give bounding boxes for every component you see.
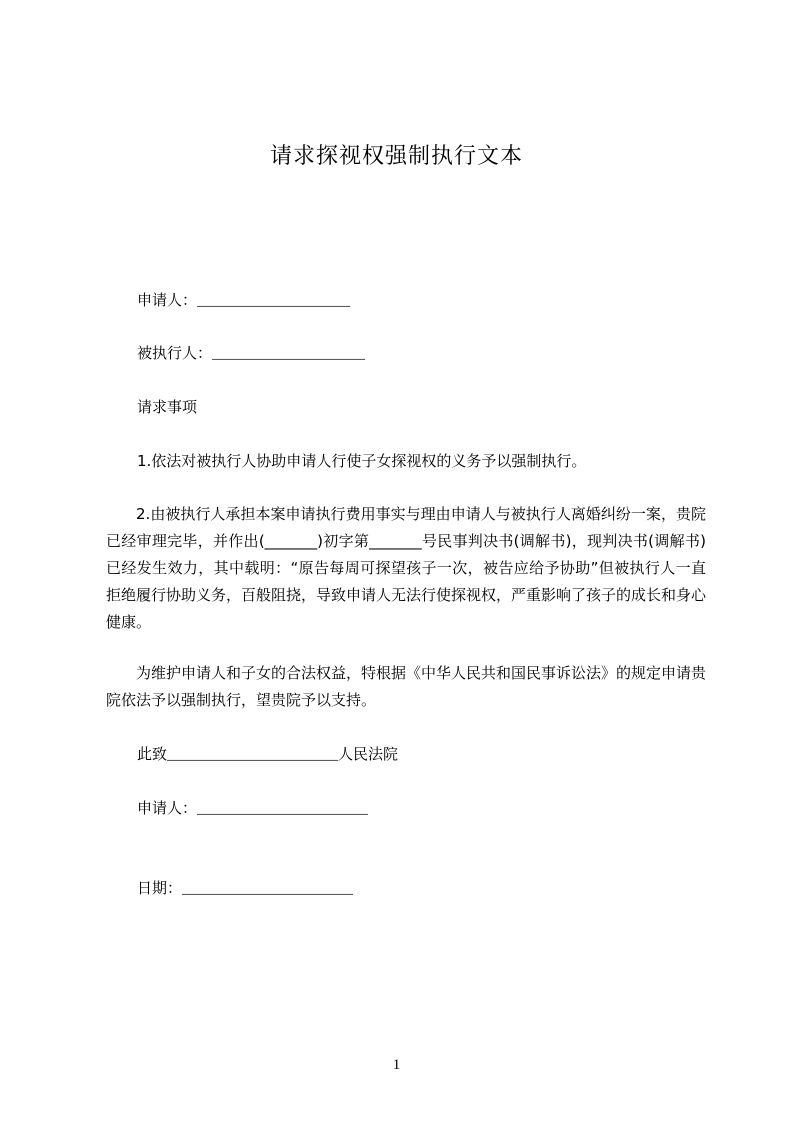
respondent-label: 被执行人： bbox=[137, 344, 213, 362]
date-line bbox=[137, 877, 353, 901]
court-suffix: 人民法院 bbox=[338, 745, 399, 763]
applicant-label: 申请人： bbox=[137, 291, 198, 309]
addressee-line bbox=[137, 743, 398, 767]
court-blank: ___________________ bbox=[167, 747, 339, 764]
signature-line bbox=[137, 797, 368, 821]
applicant-line bbox=[137, 289, 350, 313]
signature-label: 申请人： bbox=[137, 799, 198, 817]
signature-blank: ___________________ bbox=[197, 801, 369, 818]
respondent-line bbox=[137, 342, 365, 366]
closing-paragraph: 为维护申请人和子女的合法权益，特根据《中华人民共和国民事诉讼法》的规定申请贵院依法予以强制执行，望贵院予以支持。 bbox=[106, 664, 707, 709]
applicant-blank: _________________ bbox=[197, 293, 351, 310]
date-label: 日期： bbox=[137, 879, 183, 897]
page-number: 1 bbox=[392, 1057, 401, 1073]
respondent-blank: _________________ bbox=[212, 346, 366, 363]
page-title: 请求探视权强制执行文本 bbox=[269, 144, 523, 169]
request-item-2: 2.由被执行人承担本案申请执行费用事实与理由申请人与被执行人离婚纠纷一案，贵院已经审理完毕，并作出(_______)初字第_______号民事判决书(调解书)，现判决书(调解书)已经发生效力，其中载明：“原告每周可探望孩子一次，被告应给予协助”但被执行人一直拒绝履行协助义务，百般阻挠，导致申请人无法行使探视权，严重影响了孩子的成长和身心健康。 bbox=[106, 505, 707, 631]
date-blank: ___________________ bbox=[182, 881, 354, 898]
addressee-label: 此致 bbox=[137, 745, 168, 763]
request-heading: 请求事项 bbox=[137, 398, 198, 416]
request-item-1: 1.依法对被执行人协助申请人行使子女探视权的义务予以强制执行。 bbox=[137, 452, 587, 470]
